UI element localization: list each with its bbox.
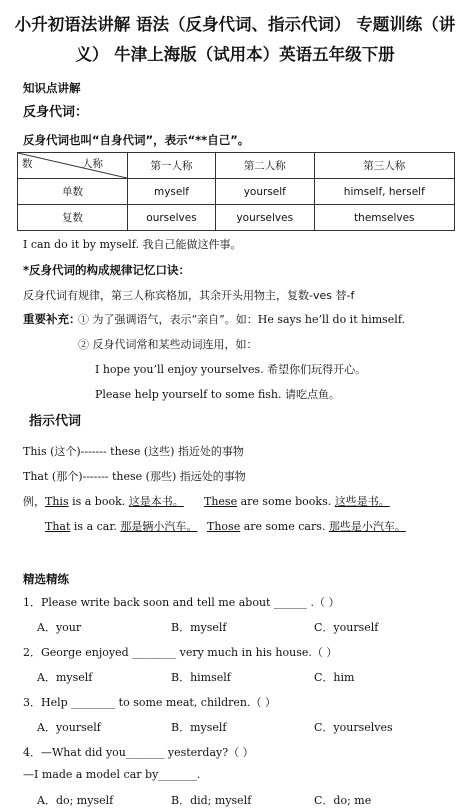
underlined-translation: 那是辆小汽车。 (120, 520, 198, 533)
underlined-word: These (204, 495, 238, 508)
supplement-example-2: Please help yourself to some fish. 请吃点鱼。 (95, 388, 341, 401)
question-3-option-c: C．yourselves (314, 721, 393, 734)
example-text: is a book. (68, 495, 129, 508)
supplement-example-1: I hope you’ll enjoy yourselves. 希望你们玩得开心。 (95, 363, 367, 376)
header-first-person: 第一人称 (128, 153, 216, 179)
underlined-translation: 这些是书。 (334, 495, 390, 508)
corner-label-person: 人称 (82, 158, 103, 170)
supplement-label: 重要补充： (23, 312, 81, 326)
underlined-word: This (45, 495, 69, 508)
practice-heading: 精选精练 (23, 572, 69, 586)
corner-label-number: 数 (22, 158, 33, 170)
table-cell: himself, herself (314, 179, 454, 205)
question-4-stem-2: —I made a model car by_______. (23, 768, 201, 781)
demonstrative-example-1b (204, 493, 390, 509)
example-sentence: I can do it by myself. 我自己能做这件事。 (23, 238, 242, 251)
question-1-option-a: A．your (37, 621, 82, 634)
question-3-option-a: A．yourself (37, 721, 101, 734)
underlined-word: Those (207, 520, 241, 533)
question-4-option-b: B．did; myself (171, 794, 252, 807)
question-1-stem: 1．Please write back soon and tell me about ______ .（ ） (23, 596, 340, 609)
diagonal-line (18, 153, 127, 178)
demonstrative-line-1: This (这个)------- these (这些) 指近处的事物 (23, 445, 244, 458)
table-cell: yourself (215, 179, 314, 205)
question-3-stem: 3．Help ________ to some meat, children.（ ） (23, 696, 276, 709)
header-second-person: 第二人称 (215, 153, 314, 179)
question-2-option-c: C．him (314, 671, 355, 684)
question-4-option-a: A．do; myself (37, 794, 114, 807)
table-cell: myself (128, 179, 216, 205)
supplement-point-2: ② 反身代词常和某些动词连用，如： (78, 338, 258, 351)
demonstrative-line-2: That (那个)------- these (那些) 指远处的事物 (23, 470, 246, 483)
table-row (18, 205, 455, 231)
row-label-plural: 复数 (18, 205, 128, 231)
question-4-stem: 4．—What did you_______ yesterday?（ ） (23, 746, 254, 759)
table-cell: yourselves (215, 205, 314, 231)
example-text: are some cars. (240, 520, 329, 533)
demonstrative-heading: 指示代词 (29, 414, 82, 429)
table-cell: themselves (314, 205, 454, 231)
underlined-translation: 这是本书。 (128, 495, 184, 508)
table-header-row (18, 153, 455, 179)
example-prefix: 例， (23, 495, 45, 508)
document-title: 小升初语法讲解 语法（反身代词、指示代词） 专题训练（讲义） 牛津上海版（试用本）英语五年级下册 (14, 15, 456, 64)
row-label-singular: 单数 (18, 179, 128, 205)
question-1-option-c: C．yourself (314, 621, 379, 634)
question-2-stem: 2．George enjoyed ________ very much in his house.（ ） (23, 646, 338, 659)
reflexive-heading: 反身代词： (23, 105, 89, 120)
question-1-option-b: B．myself (171, 621, 227, 634)
question-4-option-c: C．do; me (314, 794, 372, 807)
demonstrative-example-2b (207, 518, 406, 534)
rule-text: 反身代词有规律，第三人称宾格加，其余开头用物主，复数-ves 替-f (23, 289, 355, 302)
reflexive-intro: 反身代词也叫“自身代词”，表示“**自己”。 (23, 133, 250, 147)
question-3-option-b: B．myself (171, 721, 227, 734)
rule-heading: *反身代词的构成规律记忆口诀： (23, 263, 191, 277)
example-text: is a car. (70, 520, 121, 533)
underlined-word: That (45, 520, 71, 533)
reflexive-pronoun-table (17, 152, 455, 231)
underlined-translation: 那些是小汽车。 (328, 520, 406, 533)
demonstrative-example-2a (45, 518, 197, 534)
example-text: are some books. (237, 495, 335, 508)
table-cell: ourselves (128, 205, 216, 231)
section-heading-knowledge: 知识点讲解 (23, 81, 81, 95)
question-2-option-b: B．himself (171, 671, 231, 684)
question-2-option-a: A．myself (37, 671, 93, 684)
demonstrative-example-1a (23, 493, 184, 509)
supplement-point-1: ① 为了强调语气，表示“亲自”。如：He says he’ll do it himself. (78, 313, 406, 326)
table-row (18, 179, 455, 205)
table-corner-cell (18, 153, 128, 179)
header-third-person: 第三人称 (314, 153, 454, 179)
